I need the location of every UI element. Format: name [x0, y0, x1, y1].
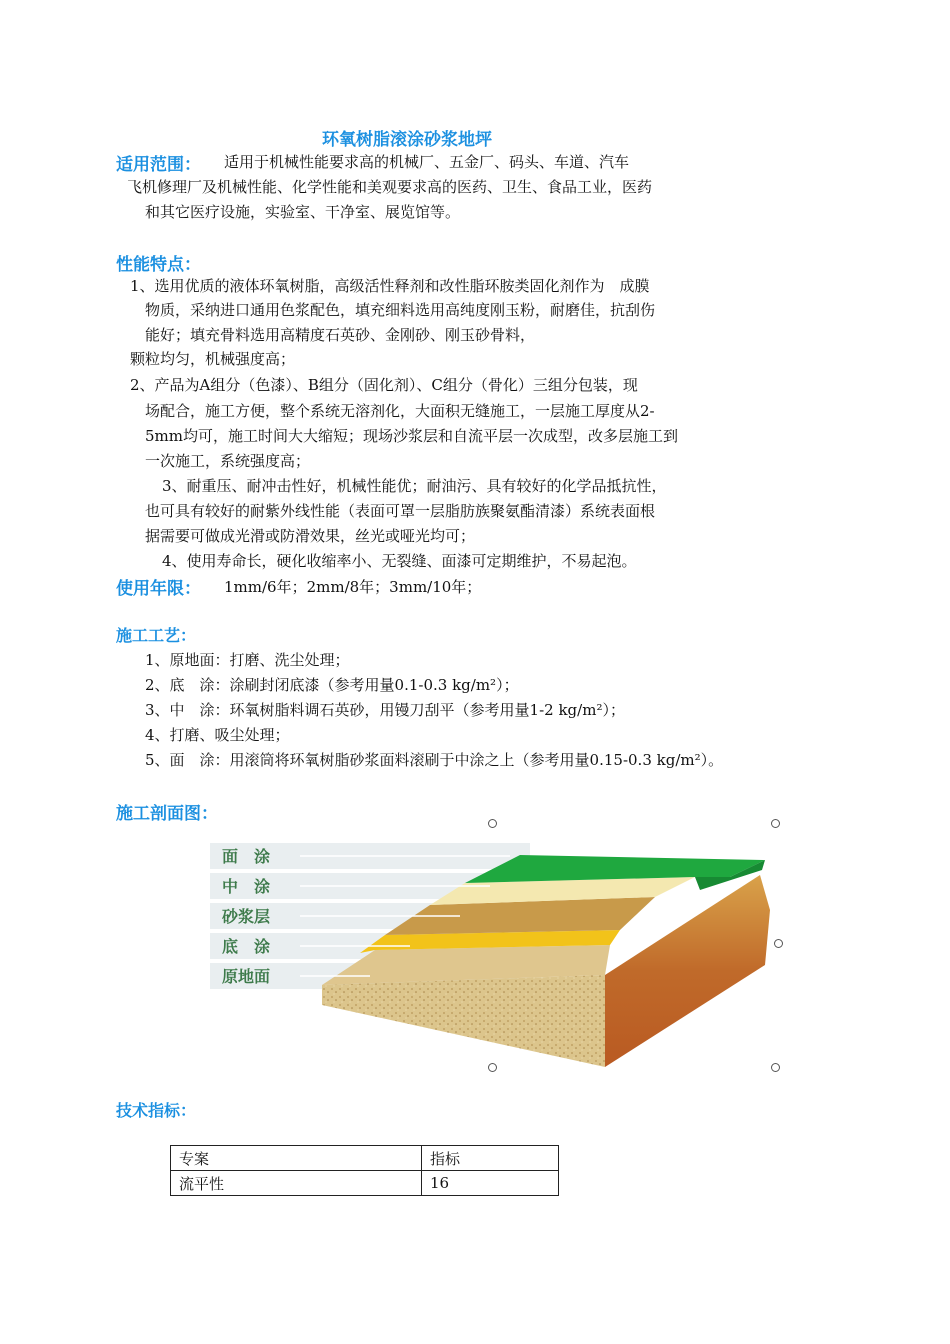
table-header-cell: 专案 — [171, 1146, 422, 1171]
base-layer-front — [322, 975, 605, 1067]
page-title: 环氧树脂滚涂砂浆地坪 — [322, 130, 492, 150]
process-step: 1、原地面：打磨、洗尘处理； — [145, 651, 350, 669]
feature-line: 颗粒均匀，机械强度高； — [130, 350, 296, 368]
feature-line: 2、产品为A组分（色漆）、B组分（固化剂）、C组分（骨化）三组分包装，现 — [130, 376, 638, 394]
table-header-row — [171, 1146, 559, 1171]
feature-line: 5mm均可，施工时间大大缩短；现场沙浆层和自流平层一次成型，改多层施工到 — [145, 427, 678, 445]
feature-line: 3、耐重压、耐冲击性好，机械性能优；耐油污、具有较好的化学品抵抗性， — [162, 477, 667, 495]
layer-label: 面 涂 — [222, 847, 271, 866]
scope-line-2: 飞机修理厂及机械性能、化学性能和美观要求高的医药、卫生、食品工业，医药 — [127, 178, 653, 196]
features-heading: 性能特点： — [116, 255, 201, 275]
section-heading: 施工剖面图： — [116, 804, 218, 824]
feature-line: 一次施工，系统强度高； — [145, 452, 311, 470]
floor-section-diagram — [210, 835, 780, 1070]
scope-heading: 适用范围： — [116, 155, 201, 175]
layer-label: 中 涂 — [222, 877, 271, 896]
scope-line-1: 适用于机械性能要求高的机械厂、五金厂、码头、车道、汽车 — [224, 153, 630, 171]
feature-line: 1、选用优质的液体环氧树脂，高级活性释剂和改性脂环胺类固化剂作为 成膜 — [130, 277, 650, 295]
lifespan-heading: 使用年限： — [116, 579, 201, 599]
table-cell: 16 — [422, 1171, 559, 1196]
process-step: 5、面 涂：用滚筒将环氧树脂砂浆面料滚刷于中涂之上（参考用量0.15-0.3 kg/m²）。 — [145, 751, 724, 769]
tech-spec-table — [170, 1145, 559, 1196]
table-row — [171, 1171, 559, 1196]
layer-label: 底 涂 — [222, 937, 271, 956]
feature-line: 场配合，施工方便，整个系统无溶剂化，大面积无缝施工，一层施工厚度从2- — [145, 402, 655, 420]
feature-line: 据需要可做成光滑或防滑效果，丝光或哑光均可； — [145, 527, 476, 545]
process-step: 4、打磨、吸尘处理； — [145, 726, 290, 744]
table-header-cell: 指标 — [422, 1146, 559, 1171]
anchor-handle-icon — [488, 819, 497, 828]
layer-label: 原地面 — [222, 967, 271, 986]
feature-line: 4、使用寿命长，硬化收缩率小、无裂缝、面漆可定期维护，不易起泡。 — [162, 552, 637, 570]
process-step: 3、中 涂：环氧树脂料调石英砂，用镘刀刮平（参考用量1-2 kg/m²）； — [145, 701, 625, 719]
process-heading: 施工工艺： — [116, 626, 197, 645]
layer-label: 砂浆层 — [222, 907, 271, 926]
table-cell: 流平性 — [171, 1171, 422, 1196]
feature-line: 能好；填充骨料选用高精度石英砂、金刚砂、刚玉砂骨料， — [145, 326, 536, 344]
anchor-handle-icon — [771, 819, 780, 828]
lifespan-value: 1mm/6年；2mm/8年；3mm/10年； — [224, 578, 482, 596]
feature-line: 也可具有较好的耐紫外线性能（表面可罩一层脂肪族聚氨酯清漆）系统表面根 — [145, 502, 656, 520]
feature-line: 物质，采纳进口通用色浆配色，填充细料选用高纯度刚玉粉，耐磨佳，抗刮伤 — [145, 301, 656, 319]
tech-heading: 技术指标： — [116, 1101, 197, 1120]
process-step: 2、底 涂：涂刷封闭底漆（参考用量0.1-0.3 kg/m²）； — [145, 676, 519, 694]
scope-line-3: 和其它医疗设施，实验室、干净室、展览馆等。 — [145, 203, 461, 221]
